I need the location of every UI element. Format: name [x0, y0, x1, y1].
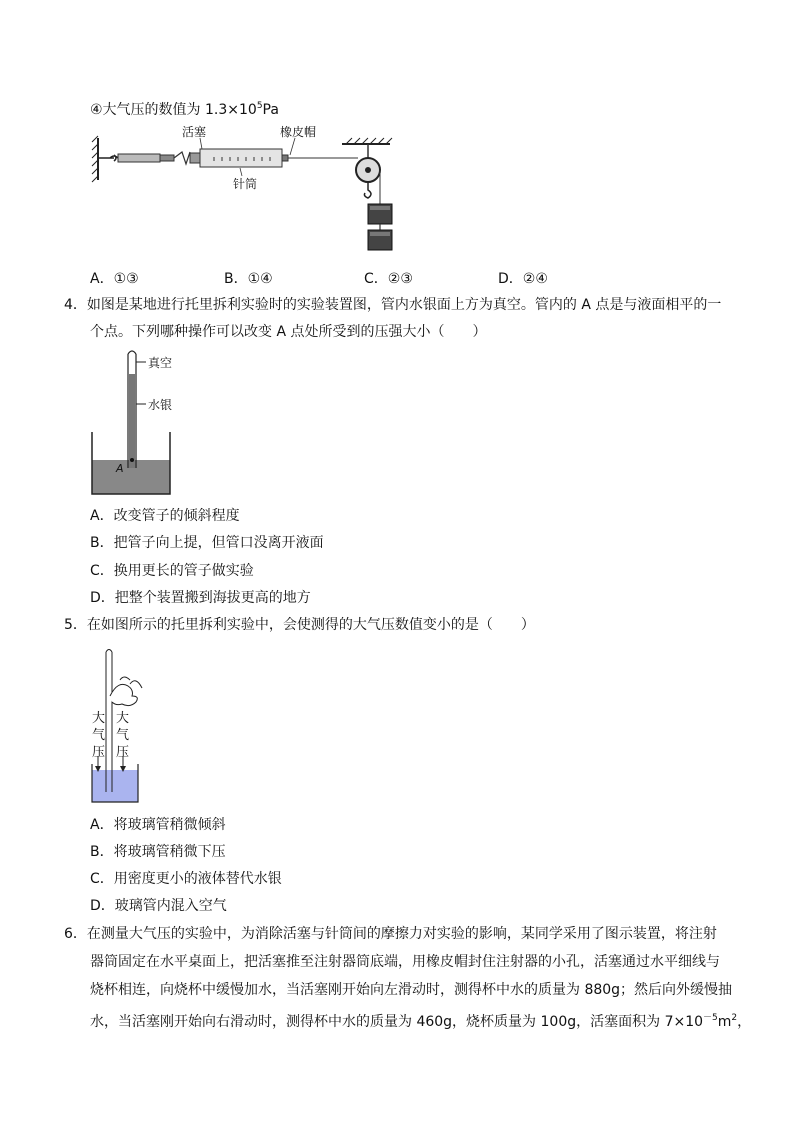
q5-option-d: D．玻璃管内混入空气 [90, 898, 227, 914]
q3-option-c: C．②③ [364, 271, 413, 287]
q4-stem-line-1: 4．如图是某地进行托里拆利实验时的实验装置图，管内水银面上方为真空。管内的 A 点是与液面相平的一 [64, 297, 722, 313]
q5-left-label-char-1: 大 [92, 711, 106, 726]
q3-label-barrel: 针筒 [233, 177, 258, 191]
q5-right-label-char-2: 气 [116, 728, 130, 743]
q3-statement-4-text: ④大气压的数值为 1.3×10 [90, 102, 257, 118]
q4-torricelli-figure [90, 348, 220, 498]
q5-option-b: B．将玻璃管稍微下压 [90, 844, 226, 860]
q4-label-mercury: 水银 [148, 398, 173, 412]
q3-option-a: A．①③ [90, 271, 139, 287]
q4-label-point-a: A [116, 462, 124, 475]
q6-line-4-end: ， [737, 1014, 752, 1030]
q5-option-a: A．将玻璃管稍微倾斜 [90, 817, 226, 833]
q3-label-piston: 活塞 [182, 125, 207, 139]
q5-right-label-char-3: 压 [116, 745, 130, 760]
q6-line-4 [90, 1008, 751, 1032]
q3-statement-4-exponent: 5 [256, 101, 263, 111]
q5-stem: 5．在如图所示的托里拆利实验中，会使测得的大气压数值变小的是（ ） [64, 617, 535, 633]
q6-line-3: 烧杯相连，向烧杯中缓慢加水，当活塞刚开始向左滑动时，测得杯中水的质量为 880g；然后向外缓慢抽 [90, 982, 733, 998]
q5-right-label-char-1: 大 [116, 711, 130, 726]
q5-left-label-char-2: 气 [92, 728, 106, 743]
q3-label-rubber-cap: 橡皮帽 [280, 125, 317, 139]
q5-option-c: C．用密度更小的液体替代水银 [90, 871, 282, 887]
q3-option-b: B．①④ [224, 271, 273, 287]
q4-option-d: D．把整个装置搬到海拔更高的地方 [90, 590, 311, 606]
q3-syringe-pulley-figure [90, 122, 450, 262]
q4-option-c: C．换用更长的管子做实验 [90, 563, 254, 579]
q5-left-label-char-3: 压 [92, 745, 106, 760]
q6-line-4-unit: m [717, 1014, 732, 1030]
q4-option-b: B．把管子向上提，但管口没离开液面 [90, 535, 324, 551]
q4-label-vacuum: 真空 [148, 356, 173, 370]
q6-line-1: 6．在测量大气压的实验中，为消除活塞与针筒间的摩擦力对实验的影响，某同学采用了图示装置，将注射 [64, 926, 717, 942]
q6-line-4-text: 水，当活塞刚开始向右滑动时，测得杯中水的质量为 460g，烧杯质量为 100g，活塞面积为 7×10 [90, 1014, 704, 1030]
q3-statement-4 [90, 96, 279, 120]
q4-stem-line-2: 个点。下列哪种操作可以改变 A 点处所受到的压强大小（ ） [90, 324, 487, 340]
q5-torricelli-hand-figure [90, 644, 160, 809]
q3-statement-4-unit: Pa [262, 102, 279, 118]
q6-line-2: 器筒固定在水平桌面上，把活塞推至注射器筒底端，用橡皮帽封住注射器的小孔，活塞通过水平细线与 [90, 954, 720, 970]
q6-line-4-unit-exponent: 2 [731, 1013, 738, 1023]
q3-option-d: D．②④ [498, 271, 548, 287]
q6-line-4-exponent: －5 [703, 1013, 718, 1023]
q4-option-a: A．改变管子的倾斜程度 [90, 508, 240, 524]
